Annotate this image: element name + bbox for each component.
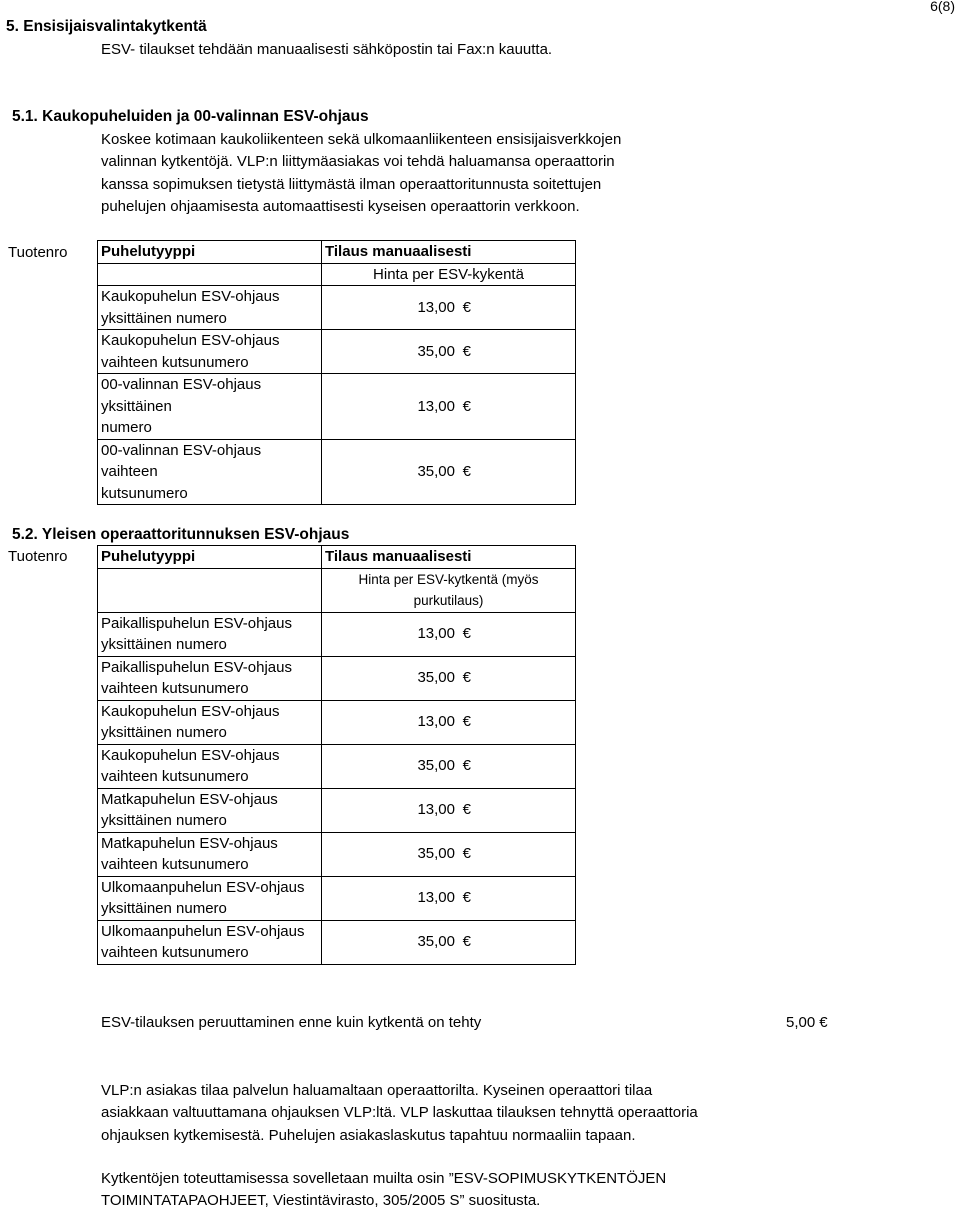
euro-symbol: € [462,669,471,687]
paragraph-line: TOIMINTATAPAOHJEET, Viestintävirasto, 305/2005 S” suositusta. [101,1192,541,1210]
call-type: Paikallispuhelun ESV-ohjaus yksittäinen numero [98,612,322,656]
section-52-heading: 5.2. Yleisen operaattoritunnuksen ESV-ohjaus [12,526,350,543]
price-cell: 13,00 € [322,374,576,440]
call-type: Ulkomaanpuhelun ESV-ohjaus vaihteen kutsunumero [98,920,322,964]
euro-symbol: € [462,342,471,360]
euro-symbol: € [462,757,471,775]
euro-symbol: € [462,713,471,731]
paragraph-line: kanssa sopimuksen tietystä liittymästä ilman operaattoritunnusta soitettujen [101,175,602,193]
table-row [98,832,576,876]
price-cell: 35,00 € [322,744,576,788]
table1-order-header: Tilaus manuaalisesti [322,241,576,264]
section-5-heading: 5. Ensisijaisvalintakytkentä [6,18,207,35]
call-type: Kaukopuhelun ESV-ohjaus vaihteen kutsunumero [98,744,322,788]
price-cell: 35,00 € [322,920,576,964]
table-row [98,700,576,744]
price-cell: 35,00 € [322,330,576,374]
euro-symbol: € [819,1014,828,1031]
table-row [98,612,576,656]
table1 [97,240,576,505]
cancellation-price: 5,00 € [786,1014,831,1031]
table-row [98,439,576,505]
call-type: 00-valinnan ESV-ohjaus yksittäinen numero [98,374,322,440]
table-row [98,788,576,832]
price-cell: 35,00 € [322,439,576,505]
paragraph-line: puhelujen ohjaamisesta automaattisesti kyseisen operaattorin verkkoon. [101,198,580,216]
euro-symbol: € [462,889,471,907]
table-row [98,374,576,440]
table1-product-header: Tuotenro [8,244,68,261]
table-row [98,744,576,788]
table1-empty-cell [98,263,322,286]
section-51-text [101,129,621,219]
page-number: 6(8) [930,0,955,14]
section-5-intro: ESV- tilaukset tehdään manuaalisesti sähköpostin tai Fax:n kauutta. [101,41,553,58]
table-row [98,330,576,374]
paragraph-line: Kytkentöjen toteuttamisessa sovelletaan muilta osin ”ESV-SOPIMUSKYTKENTÖJEN [101,1170,667,1187]
price-cell: 13,00 € [322,612,576,656]
paragraph-line: asiakkaan valtuuttamana ohjauksen VLP:ltä. VLP laskuttaa tilauksen tehnyttä operaattoria [101,1104,698,1122]
call-type: Ulkomaanpuhelun ESV-ohjaus yksittäinen numero [98,876,322,920]
table1-type-header: Puhelutyyppi [98,241,322,264]
euro-symbol: € [462,463,471,480]
table-row [98,920,576,964]
price-cell: 13,00 € [322,876,576,920]
paragraph-line: valinnan kytkentöjä. VLP:n liittymäasiakas voi tehdä haluamansa operaattorin [101,153,615,171]
price-cell: 13,00 € [322,286,576,330]
euro-symbol: € [462,625,471,643]
price-cell: 13,00 € [322,788,576,832]
table2-order-header: Tilaus manuaalisesti [322,546,576,569]
table-row [98,656,576,700]
call-type: Kaukopuhelun ESV-ohjaus yksittäinen numero [98,700,322,744]
call-type: Kaukopuhelun ESV-ohjaus vaihteen kutsunumero [98,330,322,374]
price-cell: 13,00 € [322,700,576,744]
table2 [97,545,576,965]
euro-symbol: € [462,933,471,951]
euro-symbol: € [462,397,471,415]
table2-type-header: Puhelutyyppi [98,546,322,569]
call-type: 00-valinnan ESV-ohjaus vaihteen kutsunumero [98,439,322,505]
paragraph-line: ohjauksen kytkemisestä. Puhelujen asiakaslaskutus tapahtuu normaaliin tapaan. [101,1126,636,1144]
note-reference [101,1168,666,1213]
table1-subheader: Hinta per ESV-kykentä [322,263,576,286]
paragraph-line: VLP:n asiakas tilaa palvelun haluamaltaan operaattorilta. Kyseinen operaattori tilaa [101,1082,653,1099]
paragraph-line: Koskee kotimaan kaukoliikenteen sekä ulkomaanliikenteen ensisijaisverkkojen [101,131,622,148]
euro-symbol: € [462,298,471,316]
section-51-heading: 5.1. Kaukopuheluiden ja 00-valinnan ESV-ohjaus [12,108,369,125]
price-cell: 35,00 € [322,656,576,700]
call-type: Paikallispuhelun ESV-ohjaus vaihteen kutsunumero [98,656,322,700]
euro-symbol: € [462,845,471,863]
table2-subheader: Hinta per ESV-kytkentä (myös purkutilaus) [322,568,576,612]
euro-symbol: € [462,801,471,819]
call-type: Matkapuhelun ESV-ohjaus yksittäinen numero [98,788,322,832]
price-cell: 35,00 € [322,832,576,876]
call-type: Kaukopuhelun ESV-ohjaus yksittäinen numero [98,286,322,330]
note-ordering [101,1080,698,1147]
table-row [98,876,576,920]
table-row [98,286,576,330]
cancellation-label: ESV-tilauksen peruuttaminen enne kuin kytkentä on tehty [101,1014,482,1031]
table2-empty-cell [98,568,322,612]
call-type: Matkapuhelun ESV-ohjaus vaihteen kutsunumero [98,832,322,876]
table2-product-header: Tuotenro [8,548,68,565]
